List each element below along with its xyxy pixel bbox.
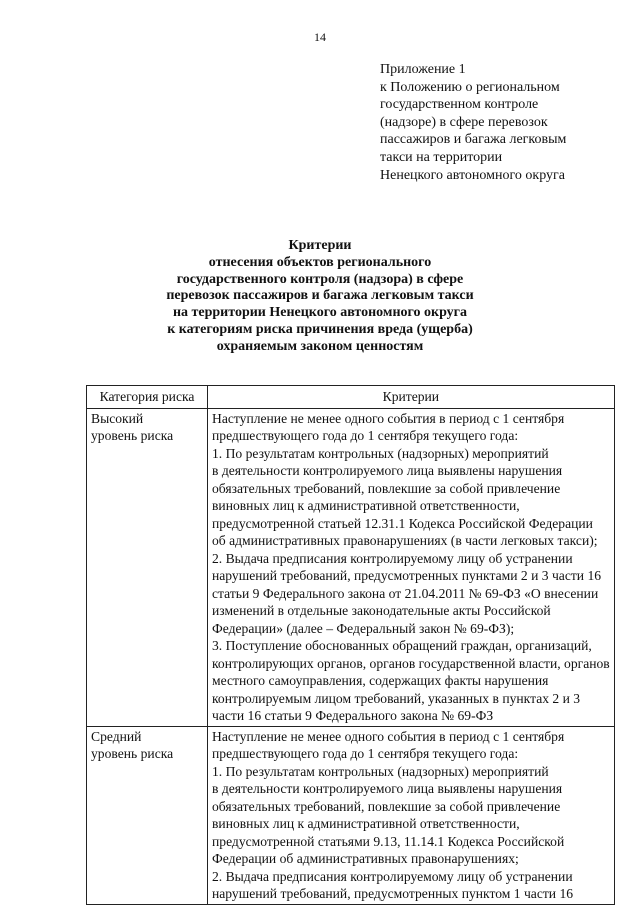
title-line: перевозок пассажиров и багажа легковым такси (166, 288, 474, 304)
appendix-line: пассажиров и багажа легковым (380, 132, 567, 148)
risk-category-cell (87, 408, 208, 726)
text-line: 2. Выдача предписания контролируемому лицу об устранении (212, 550, 573, 566)
table-row (87, 408, 615, 726)
title-line: Критерии (288, 238, 352, 253)
table-row (87, 726, 615, 904)
text-line: местного самоуправления, содержащих факты нарушения (212, 673, 549, 688)
text-line: об административных правонарушениях (в части легковых такси); (212, 533, 598, 548)
text-line: виновных лиц к административной ответственности, (212, 498, 520, 513)
text-line: части 16 статьи 9 Федерального закона № 69-ФЗ (212, 708, 494, 723)
text-line: обязательных требований, повлекшие за собой привлечение (212, 798, 561, 814)
appendix-line: Приложение 1 (380, 62, 466, 77)
text-line: предусмотренной статьями 9.13, 11.14.1 Кодекса Российской (212, 833, 565, 849)
text-line: 1. По результатам контрольных (надзорных) мероприятий (212, 763, 549, 779)
text-line: Средний (91, 728, 142, 744)
text-line: предусмотренной статьей 12.31.1 Кодекса Российской Федерации (212, 515, 593, 531)
text-line: 3. Поступление обоснованных обращений граждан, организаций, (212, 638, 592, 653)
text-line: Федерации» (далее – Федеральный закон № 69-ФЗ); (212, 620, 515, 636)
risk-criteria-table (86, 385, 615, 905)
text-line: статьи 9 Федерального закона от 21.04.2011 № 69-ФЗ «О внесении (212, 585, 599, 601)
text-line: контролируемым лицом требований, указанных в пунктах 2 и 3 (212, 690, 581, 706)
text-line: предшествующего года до 1 сентября текущего года: (212, 428, 519, 443)
text-line: Наступление не менее одного события в период с 1 сентября (212, 410, 565, 426)
table-header-row (87, 386, 615, 409)
page-number: 14 (314, 30, 326, 44)
appendix-line: (надзоре) в сфере перевозок (380, 114, 548, 130)
text-line: контролирующих органов, органов государственной власти, органов (212, 655, 610, 671)
text-line: в деятельности контролируемого лица выявлены нарушения (212, 463, 563, 478)
text-line: 1. По результатам контрольных (надзорных) мероприятий (212, 445, 549, 461)
text-line: нарушений требований, предусмотренных пунктами 2 и 3 части 16 (212, 568, 602, 583)
appendix-line: к Положению о региональном (380, 79, 560, 95)
title-line: охраняемым законом ценностям (216, 338, 424, 354)
text-line: Федерации об административных правонарушениях; (212, 851, 519, 866)
title-line: отнесения объектов регионального (208, 254, 432, 270)
risk-category-cell (87, 726, 208, 904)
header-criteria: Критерии (208, 386, 615, 409)
appendix-line: государственном контроле (380, 97, 539, 113)
title-line: на территории Ненецкого автономного округа (172, 305, 468, 321)
appendix-line: такси на территории (380, 149, 503, 165)
text-line: изменений в отдельные законодательные акты Российской (212, 603, 551, 618)
title-line: к категориям риска причинения вреда (ущерба) (167, 321, 473, 337)
text-line: в деятельности контролируемого лица выявлены нарушения (212, 781, 563, 796)
appendix-line: Ненецкого автономного округа (380, 167, 565, 183)
text-line: предшествующего года до 1 сентября текущего года: (212, 746, 519, 761)
criteria-cell (208, 408, 615, 726)
criteria-cell (208, 726, 615, 904)
text-line: обязательных требований, повлекшие за собой привлечение (212, 480, 561, 496)
text-line: Наступление не менее одного события в период с 1 сентября (212, 728, 565, 744)
text-line: виновных лиц к административной ответственности, (212, 816, 520, 831)
document-title (0, 238, 640, 356)
text-line: 2. Выдача предписания контролируемому лицу об устранении (212, 868, 573, 884)
text-line: уровень риска (91, 746, 174, 761)
text-line: Высокий (91, 410, 144, 426)
text-line: нарушений требований, предусмотренных пунктом 1 части 16 (212, 886, 574, 901)
header-category: Категория риска (87, 386, 208, 409)
title-line: государственного контроля (надзора) в сфере (176, 271, 464, 287)
appendix-note (380, 61, 566, 184)
text-line: уровень риска (91, 428, 174, 443)
